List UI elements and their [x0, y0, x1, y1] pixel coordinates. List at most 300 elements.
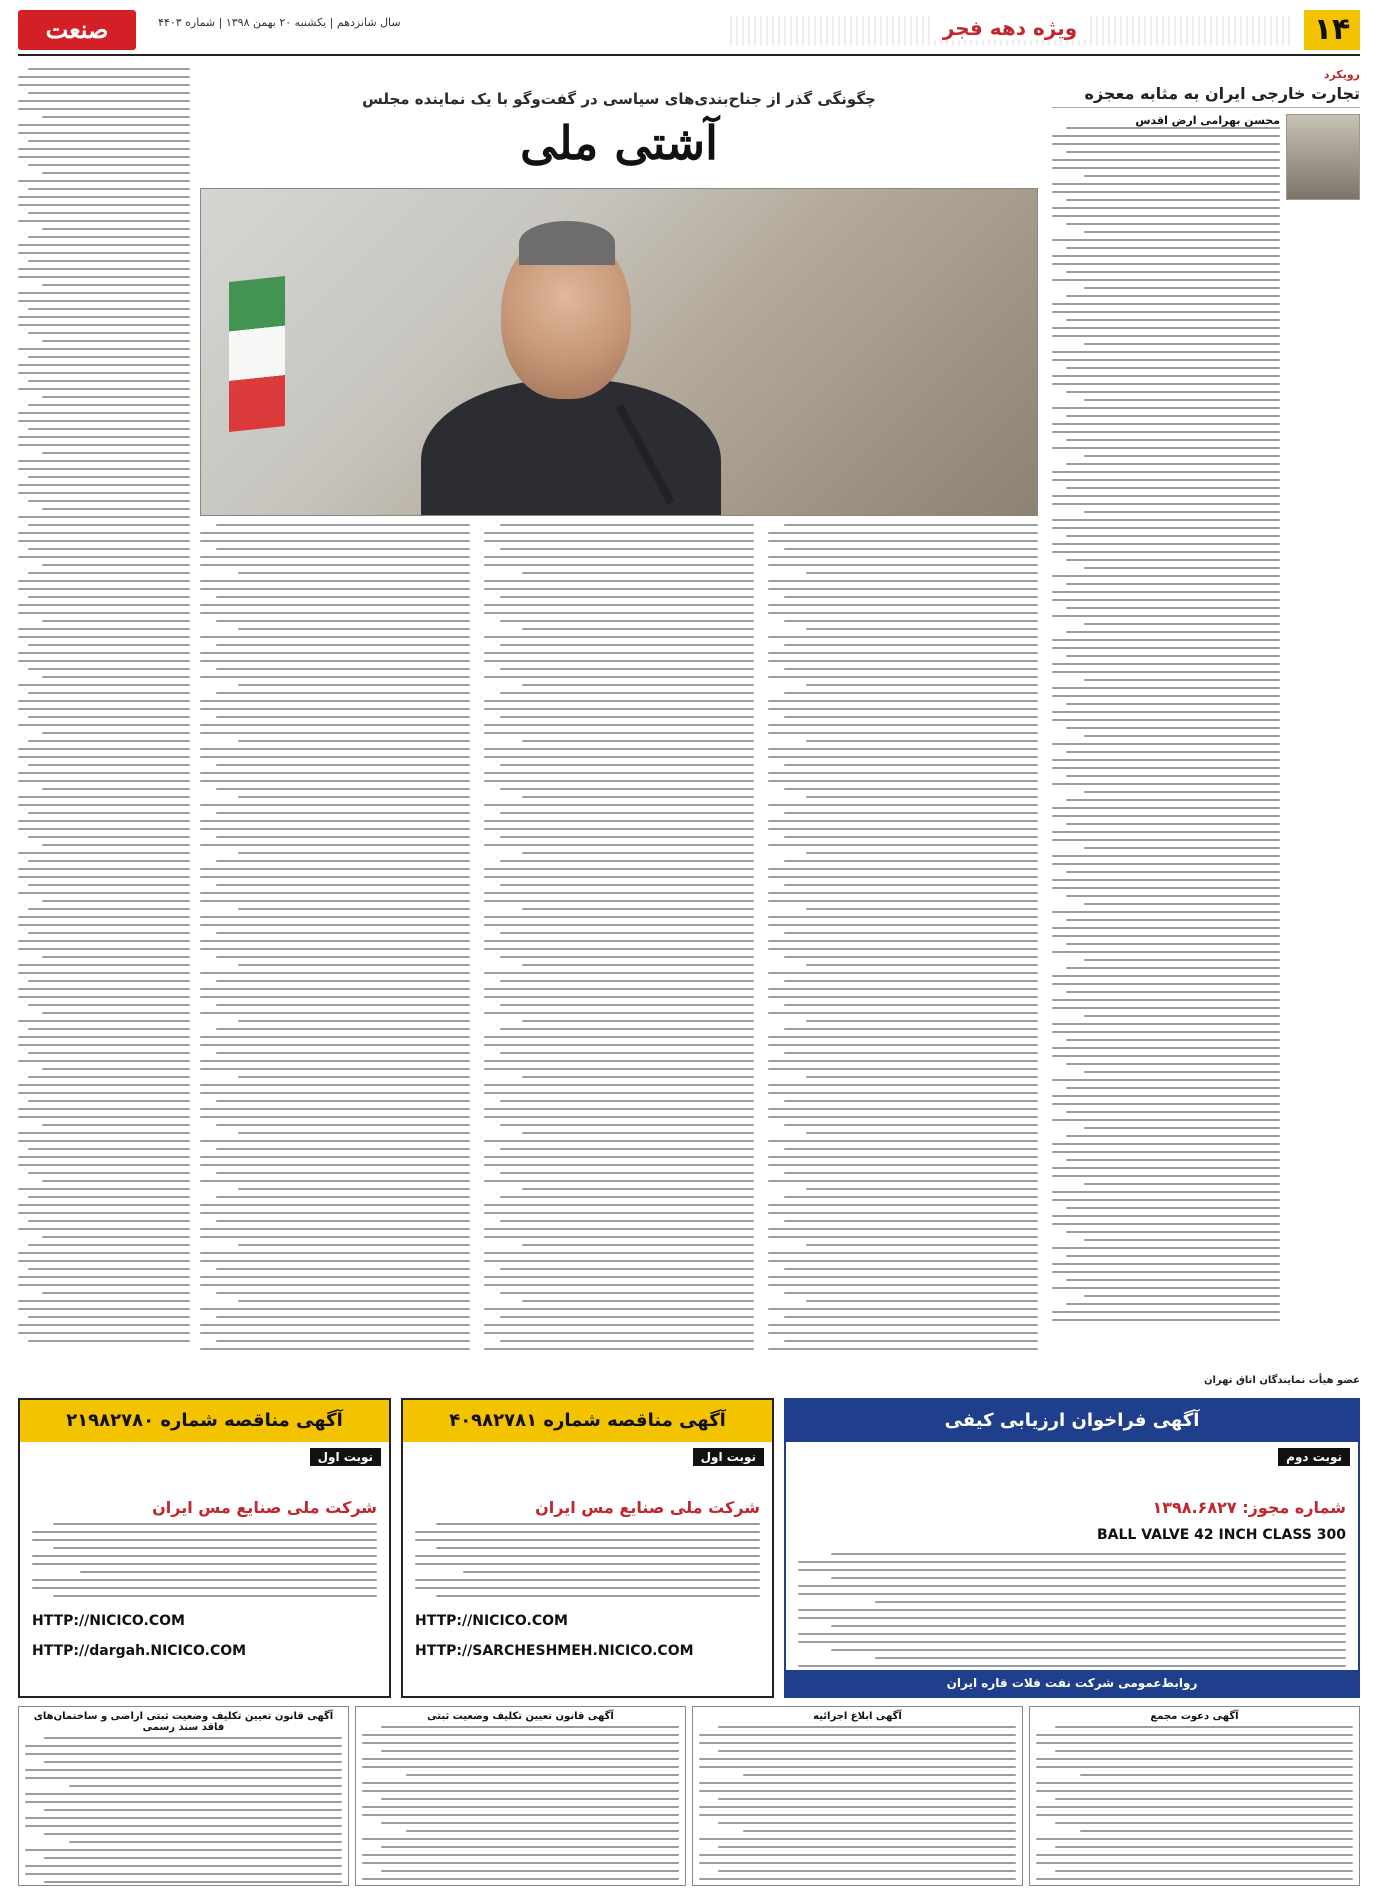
text-line — [436, 1547, 760, 1549]
text-line — [806, 796, 1038, 798]
text-line — [484, 1252, 754, 1254]
text-line — [28, 1196, 190, 1198]
text-line — [200, 1068, 470, 1070]
text-line — [200, 1164, 470, 1166]
text-line — [18, 1284, 190, 1286]
text-line — [415, 1587, 760, 1589]
text-line — [1052, 591, 1280, 593]
text-line — [500, 668, 754, 670]
text-line — [784, 524, 1038, 526]
text-line — [28, 908, 190, 910]
text-line — [69, 1841, 342, 1843]
ad-tender-2 — [401, 1398, 774, 1698]
text-line — [1084, 1071, 1280, 1073]
text-line — [18, 948, 190, 950]
text-line — [18, 420, 190, 422]
text-line — [484, 1332, 754, 1334]
text-line — [200, 940, 470, 942]
text-line — [18, 1108, 190, 1110]
text-line — [1052, 1151, 1280, 1153]
text-line — [1052, 815, 1280, 817]
text-line — [768, 732, 1038, 734]
text-line — [362, 1838, 679, 1840]
text-line — [18, 1324, 190, 1326]
text-line — [463, 1571, 760, 1573]
text-line — [768, 724, 1038, 726]
text-line — [806, 1020, 1038, 1022]
text-line — [1066, 367, 1280, 369]
text-line — [484, 1116, 754, 1118]
text-line — [484, 1180, 754, 1182]
text-line — [18, 652, 190, 654]
text-line — [200, 724, 470, 726]
text-line — [406, 1830, 679, 1832]
text-line — [200, 700, 470, 702]
text-line — [1066, 151, 1280, 153]
text-line — [1052, 1191, 1280, 1193]
text-line — [699, 1742, 1016, 1744]
ad2-head: آگهی مناقصه شماره ۴۰۹۸۲۷۸۱ — [403, 1400, 772, 1442]
text-line — [806, 908, 1038, 910]
text-line — [484, 564, 754, 566]
text-line — [1036, 1758, 1353, 1760]
text-line — [18, 780, 190, 782]
text-line — [699, 1806, 1016, 1808]
text-line — [1052, 1311, 1280, 1313]
text-line — [743, 1774, 1016, 1776]
text-line — [1084, 399, 1280, 401]
text-line — [1052, 711, 1280, 713]
text-line — [28, 692, 190, 694]
text-line — [500, 956, 754, 958]
text-line — [238, 964, 470, 966]
text-line — [768, 916, 1038, 918]
text-line — [238, 684, 470, 686]
text-line — [718, 1798, 1016, 1800]
text-line — [768, 652, 1038, 654]
text-line — [1084, 1015, 1280, 1017]
text-line — [28, 500, 190, 502]
text-line — [18, 892, 190, 894]
text-line — [784, 1196, 1038, 1198]
text-line — [18, 1084, 190, 1086]
text-line — [1055, 1750, 1353, 1752]
text-line — [784, 1172, 1038, 1174]
text-line — [1036, 1806, 1353, 1808]
text-line — [32, 1539, 377, 1541]
text-line — [25, 1745, 342, 1747]
text-line — [484, 1324, 754, 1326]
text-line — [18, 244, 190, 246]
text-line — [1066, 391, 1280, 393]
text-line — [18, 1036, 190, 1038]
text-line — [18, 132, 190, 134]
text-line — [484, 1212, 754, 1214]
text-line — [768, 1348, 1038, 1350]
text-line — [1052, 831, 1280, 833]
text-line — [18, 1300, 190, 1302]
text-line — [1052, 1023, 1280, 1025]
text-line — [1052, 783, 1280, 785]
text-line — [484, 900, 754, 902]
text-line — [18, 796, 190, 798]
text-line — [784, 836, 1038, 838]
text-line — [42, 116, 190, 118]
text-line — [18, 1140, 190, 1142]
text-line — [18, 1252, 190, 1254]
text-line — [500, 548, 754, 550]
text-line — [18, 684, 190, 686]
text-line — [500, 1292, 754, 1294]
text-line — [1052, 1199, 1280, 1201]
text-line — [28, 68, 190, 70]
text-line — [200, 1012, 470, 1014]
text-line — [798, 1633, 1346, 1635]
text-line — [806, 1076, 1038, 1078]
text-line — [42, 396, 190, 398]
text-line — [216, 1220, 470, 1222]
text-line — [18, 772, 190, 774]
text-line — [18, 868, 190, 870]
text-line — [484, 604, 754, 606]
text-line — [1066, 991, 1280, 993]
text-line — [768, 1108, 1038, 1110]
text-line — [362, 1854, 679, 1856]
ad1-title: شماره مجوز: ۱۳۹۸.۶۸۲۷ — [1152, 1498, 1346, 1517]
text-line — [1052, 759, 1280, 761]
text-line — [500, 1100, 754, 1102]
text-line — [18, 724, 190, 726]
column-title: تجارت خارجی ایران به مثابه معجزه — [1052, 84, 1360, 108]
text-line — [18, 108, 190, 110]
text-line — [768, 1012, 1038, 1014]
text-line — [500, 1316, 754, 1318]
text-line — [1066, 1303, 1280, 1305]
text-line — [1066, 799, 1280, 801]
text-line — [1052, 303, 1280, 305]
text-line — [484, 868, 754, 870]
text-line — [768, 1204, 1038, 1206]
text-line — [18, 204, 190, 206]
text-line — [699, 1862, 1016, 1864]
text-line — [1080, 1830, 1353, 1832]
text-line — [238, 740, 470, 742]
text-line — [362, 1782, 679, 1784]
text-line — [484, 652, 754, 654]
ad2-body: HTTP://NICICO.COM — [415, 1613, 568, 1629]
text-line — [768, 1116, 1038, 1118]
text-line — [500, 524, 754, 526]
text-line — [1066, 1111, 1280, 1113]
text-line — [18, 148, 190, 150]
text-line — [484, 876, 754, 878]
text-line — [44, 1761, 342, 1763]
text-line — [484, 1044, 754, 1046]
text-line — [768, 1252, 1038, 1254]
ad3-text — [32, 1523, 377, 1603]
newspaper-logo: صنعت — [18, 10, 136, 50]
text-line — [522, 1188, 754, 1190]
text-line — [1052, 647, 1280, 649]
text-line — [784, 1292, 1038, 1294]
text-line — [200, 604, 470, 606]
text-line — [1052, 1247, 1280, 1249]
text-line — [381, 1750, 679, 1752]
text-line — [1052, 695, 1280, 697]
text-line — [484, 844, 754, 846]
text-line — [216, 1028, 470, 1030]
text-line — [768, 1236, 1038, 1238]
person-hair-graphic — [519, 221, 615, 265]
text-line — [1036, 1854, 1353, 1856]
text-line — [216, 644, 470, 646]
text-line — [806, 1188, 1038, 1190]
opinion-column — [1052, 68, 1360, 1386]
text-line — [699, 1782, 1016, 1784]
text-line — [28, 476, 190, 478]
text-line — [768, 588, 1038, 590]
text-line — [200, 556, 470, 558]
text-line — [1055, 1822, 1353, 1824]
text-line — [18, 156, 190, 158]
text-line — [798, 1617, 1346, 1619]
text-line — [768, 828, 1038, 830]
text-line — [18, 700, 190, 702]
text-line — [718, 1822, 1016, 1824]
ad2-tag: نوبت اول — [693, 1448, 764, 1466]
text-line — [200, 828, 470, 830]
text-line — [216, 764, 470, 766]
text-line — [484, 988, 754, 990]
text-line — [768, 1068, 1038, 1070]
text-line — [415, 1531, 760, 1533]
text-line — [484, 1236, 754, 1238]
text-line — [200, 1092, 470, 1094]
text-line — [362, 1878, 679, 1880]
text-line — [436, 1523, 760, 1525]
text-line — [200, 948, 470, 950]
text-line — [25, 1825, 342, 1827]
text-line — [216, 1148, 470, 1150]
text-line — [768, 1156, 1038, 1158]
text-line — [200, 1156, 470, 1158]
text-line — [200, 868, 470, 870]
ad2-text — [415, 1523, 760, 1603]
column-kicker: رویکرد — [1323, 68, 1360, 81]
text-line — [28, 884, 190, 886]
text-line — [718, 1750, 1016, 1752]
text-line — [32, 1579, 377, 1581]
text-line — [200, 732, 470, 734]
text-line — [1052, 167, 1280, 169]
text-line — [18, 460, 190, 462]
text-line — [875, 1657, 1346, 1659]
text-line — [18, 1044, 190, 1046]
text-line — [25, 1769, 342, 1771]
text-line — [768, 748, 1038, 750]
text-line — [1052, 383, 1280, 385]
text-line — [28, 356, 190, 358]
text-line — [1052, 471, 1280, 473]
text-line — [28, 1100, 190, 1102]
ad-tender-3 — [18, 1398, 391, 1698]
text-line — [718, 1846, 1016, 1848]
text-line — [28, 428, 190, 430]
text-line — [42, 1012, 190, 1014]
text-line — [1052, 375, 1280, 377]
text-line — [768, 660, 1038, 662]
text-line — [1052, 951, 1280, 953]
section-label: ویژه دهه فجر — [933, 16, 1087, 40]
text-line — [1052, 1143, 1280, 1145]
text-line — [42, 1068, 190, 1070]
text-line — [1084, 1295, 1280, 1297]
text-line — [522, 908, 754, 910]
text-line — [768, 820, 1038, 822]
ad1-head: آگهی فراخوان ارزیابی کیفی — [786, 1400, 1358, 1442]
ad3-foot: HTTP://dargah.NICICO.COM — [32, 1643, 247, 1659]
text-line — [1066, 1207, 1280, 1209]
text-line — [18, 996, 190, 998]
text-line — [1052, 503, 1280, 505]
text-line — [200, 540, 470, 542]
text-line — [699, 1734, 1016, 1736]
page-number: ۱۴ — [1304, 10, 1360, 50]
text-line — [200, 1116, 470, 1118]
text-line — [18, 852, 190, 854]
classified-2-head: آگهی ابلاغ اجرائیه — [813, 1711, 902, 1722]
text-line — [28, 716, 190, 718]
text-line — [238, 1076, 470, 1078]
text-line — [18, 540, 190, 542]
text-line — [18, 628, 190, 630]
text-line — [1066, 655, 1280, 657]
text-line — [1052, 1055, 1280, 1057]
text-line — [238, 1300, 470, 1302]
text-line — [1052, 927, 1280, 929]
text-line — [484, 940, 754, 942]
text-line — [18, 292, 190, 294]
text-line — [18, 1332, 190, 1334]
text-line — [1084, 791, 1280, 793]
text-line — [18, 916, 190, 918]
text-line — [484, 532, 754, 534]
text-line — [216, 980, 470, 982]
text-line — [42, 1292, 190, 1294]
text-line — [18, 1116, 190, 1118]
text-line — [216, 692, 470, 694]
interview-photo — [200, 188, 1038, 516]
text-line — [238, 1188, 470, 1190]
text-line — [484, 708, 754, 710]
ad3-title: شرکت ملی صنایع مس ایران — [152, 1498, 378, 1517]
text-line — [718, 1726, 1016, 1728]
text-line — [42, 676, 190, 678]
text-line — [1066, 583, 1280, 585]
text-line — [1066, 559, 1280, 561]
text-line — [1052, 1263, 1280, 1265]
text-line — [1036, 1742, 1353, 1744]
text-line — [768, 988, 1038, 990]
text-line — [484, 1108, 754, 1110]
text-line — [699, 1878, 1016, 1880]
text-line — [784, 1124, 1038, 1126]
text-line — [415, 1555, 760, 1557]
text-line — [1052, 495, 1280, 497]
text-line — [216, 1196, 470, 1198]
interview-kicker: چگونگی گذر از جناح‌بندی‌های سیاسی در گفت‌وگو با یک نماینده مجلس — [362, 90, 876, 108]
text-line — [798, 1609, 1346, 1611]
text-line — [18, 316, 190, 318]
text-line — [18, 1188, 190, 1190]
text-line — [381, 1726, 679, 1728]
text-line — [500, 812, 754, 814]
text-line — [44, 1833, 342, 1835]
text-line — [522, 1076, 754, 1078]
text-line — [200, 1180, 470, 1182]
text-line — [28, 164, 190, 166]
text-line — [784, 932, 1038, 934]
text-line — [200, 820, 470, 822]
text-line — [699, 1814, 1016, 1816]
text-line — [1052, 543, 1280, 545]
text-line — [216, 956, 470, 958]
text-line — [200, 1212, 470, 1214]
interview-col-3 — [200, 524, 470, 1386]
text-line — [784, 956, 1038, 958]
text-line — [500, 692, 754, 694]
text-line — [484, 948, 754, 950]
text-line — [500, 1220, 754, 1222]
text-line — [1066, 127, 1280, 129]
text-line — [25, 1753, 342, 1755]
text-line — [436, 1595, 760, 1597]
text-line — [784, 860, 1038, 862]
text-line — [53, 1523, 377, 1525]
text-line — [18, 804, 190, 806]
text-line — [28, 140, 190, 142]
text-line — [200, 676, 470, 678]
text-line — [784, 668, 1038, 670]
text-line — [1066, 631, 1280, 633]
text-line — [28, 1148, 190, 1150]
text-line — [216, 812, 470, 814]
text-line — [25, 1777, 342, 1779]
text-line — [28, 1340, 190, 1342]
text-line — [200, 588, 470, 590]
text-line — [200, 580, 470, 582]
text-line — [1052, 935, 1280, 937]
text-line — [1084, 1127, 1280, 1129]
text-line — [522, 740, 754, 742]
text-line — [200, 1252, 470, 1254]
text-line — [1052, 135, 1280, 137]
text-line — [28, 380, 190, 382]
ad2-foot: HTTP://SARCHESHMEH.NICICO.COM — [415, 1643, 694, 1659]
text-line — [1052, 879, 1280, 881]
text-line — [500, 1028, 754, 1030]
text-line — [875, 1601, 1346, 1603]
text-line — [200, 804, 470, 806]
text-line — [42, 620, 190, 622]
text-line — [200, 1260, 470, 1262]
text-line — [768, 1044, 1038, 1046]
text-line — [200, 996, 470, 998]
classified-4-head: آگهی قانون تعیین تکلیف وضعیت ثبتی اراضی و ساختمان‌های فاقد سند رسمی — [33, 1711, 334, 1733]
text-line — [28, 668, 190, 670]
text-line — [32, 1555, 377, 1557]
text-line — [200, 1308, 470, 1310]
